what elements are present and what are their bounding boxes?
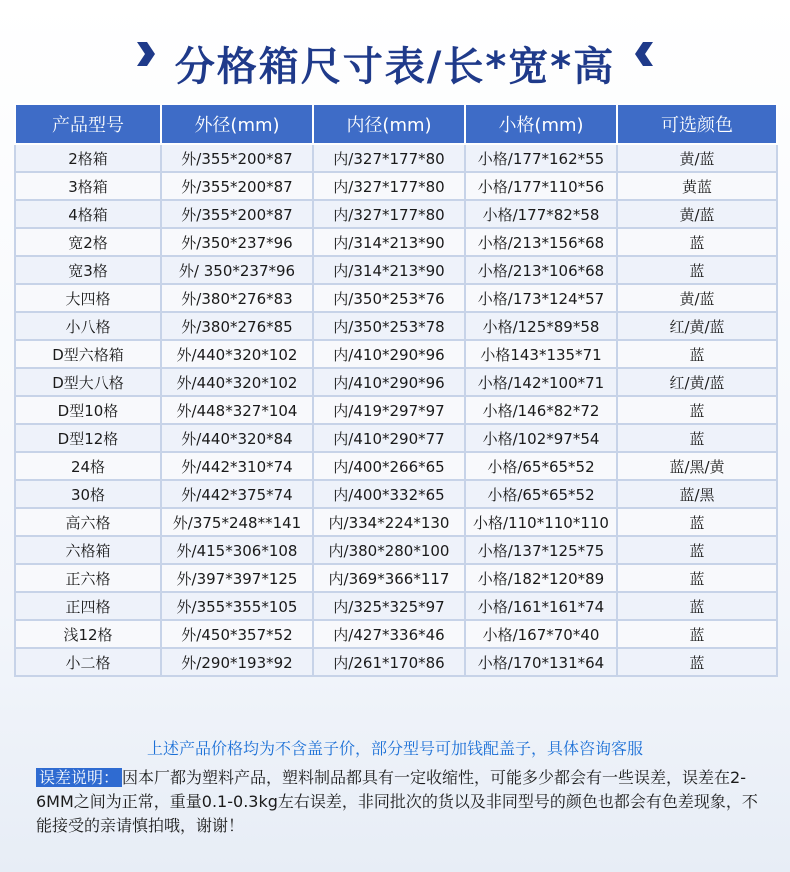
cell-model: D型10格 <box>15 396 161 424</box>
cell-model: D型大八格 <box>15 368 161 396</box>
cell-outer: 外/355*200*87 <box>161 172 313 200</box>
cell-color: 蓝 <box>617 424 777 452</box>
cell-model: 浅12格 <box>15 620 161 648</box>
cell-color: 黄/蓝 <box>617 144 777 172</box>
title-bar <box>0 28 790 98</box>
header-outer: 外径(mm) <box>161 104 313 144</box>
cell-color: 黄/蓝 <box>617 200 777 228</box>
cell-cell: 小格/177*162*55 <box>465 144 617 172</box>
cell-color: 蓝 <box>617 256 777 284</box>
error-label: 误差说明： <box>36 768 122 787</box>
table-row <box>15 228 777 256</box>
cell-cell: 小格/125*89*58 <box>465 312 617 340</box>
cell-color: 黄蓝 <box>617 172 777 200</box>
cell-inner: 内/327*177*80 <box>313 200 465 228</box>
table-row <box>15 340 777 368</box>
cell-color: 蓝 <box>617 592 777 620</box>
cell-cell: 小格/173*124*57 <box>465 284 617 312</box>
header-model: 产品型号 <box>15 104 161 144</box>
cell-outer: 外/ 350*237*96 <box>161 256 313 284</box>
table-row <box>15 424 777 452</box>
table-header-row <box>15 104 777 144</box>
cell-outer: 外/290*193*92 <box>161 648 313 676</box>
cell-color: 红/黄/蓝 <box>617 312 777 340</box>
cell-model: D型12格 <box>15 424 161 452</box>
cell-color: 蓝 <box>617 536 777 564</box>
header-color: 可选颜色 <box>617 104 777 144</box>
cell-cell: 小格/213*106*68 <box>465 256 617 284</box>
cell-model: 正四格 <box>15 592 161 620</box>
page-title: 分格箱尺寸表/长*宽*高 <box>174 43 616 90</box>
cell-inner: 内/350*253*78 <box>313 312 465 340</box>
cell-model: 高六格 <box>15 508 161 536</box>
lid-note: 上述产品价格均为不含盖子价，部分型号可加钱配盖子，具体咨询客服 <box>146 739 643 758</box>
cell-outer: 外/448*327*104 <box>161 396 313 424</box>
table-row <box>15 256 777 284</box>
cell-color: 蓝 <box>617 228 777 256</box>
cell-cell: 小格/170*131*64 <box>465 648 617 676</box>
cell-inner: 内/380*280*100 <box>313 536 465 564</box>
table-row <box>15 452 777 480</box>
cell-cell: 小格/177*82*58 <box>465 200 617 228</box>
cell-model: 正六格 <box>15 564 161 592</box>
header-cell: 小格(mm) <box>465 104 617 144</box>
cell-outer: 外/355*200*87 <box>161 144 313 172</box>
table-row <box>15 480 777 508</box>
cell-outer: 外/355*200*87 <box>161 200 313 228</box>
cell-model: 宽3格 <box>15 256 161 284</box>
cell-outer: 外/375*248**141 <box>161 508 313 536</box>
cell-inner: 内/334*224*130 <box>313 508 465 536</box>
cell-color: 蓝/黑/黄 <box>617 452 777 480</box>
cell-model: 24格 <box>15 452 161 480</box>
cell-color: 蓝/黑 <box>617 480 777 508</box>
cell-inner: 内/410*290*96 <box>313 368 465 396</box>
cell-outer: 外/350*237*96 <box>161 228 313 256</box>
cell-inner: 内/419*297*97 <box>313 396 465 424</box>
cell-outer: 外/397*397*125 <box>161 564 313 592</box>
cell-cell: 小格/102*97*54 <box>465 424 617 452</box>
cell-inner: 内/261*170*86 <box>313 648 465 676</box>
cell-inner: 内/400*332*65 <box>313 480 465 508</box>
cell-outer: 外/355*355*105 <box>161 592 313 620</box>
cell-model: 宽2格 <box>15 228 161 256</box>
cell-model: 3格箱 <box>15 172 161 200</box>
table-row <box>15 396 777 424</box>
cell-outer: 外/440*320*102 <box>161 368 313 396</box>
cell-cell: 小格143*135*71 <box>465 340 617 368</box>
size-table <box>14 103 778 677</box>
cell-inner: 内/314*213*90 <box>313 256 465 284</box>
cell-cell: 小格/110*110*110 <box>465 508 617 536</box>
header-inner: 内径(mm) <box>313 104 465 144</box>
cell-color: 蓝 <box>617 396 777 424</box>
cell-outer: 外/440*320*102 <box>161 340 313 368</box>
table-row <box>15 312 777 340</box>
cell-color: 蓝 <box>617 340 777 368</box>
cell-cell: 小格/167*70*40 <box>465 620 617 648</box>
cell-outer: 外/442*375*74 <box>161 480 313 508</box>
cell-model: 六格箱 <box>15 536 161 564</box>
cell-cell: 小格/146*82*72 <box>465 396 617 424</box>
cell-color: 红/黄/蓝 <box>617 368 777 396</box>
table-row <box>15 536 777 564</box>
cell-outer: 外/450*357*52 <box>161 620 313 648</box>
error-text: 因本厂都为塑料产品，塑料制品都具有一定收缩性，可能多少都会有一些误差，误差在2-6MM之间为正常，重量0.1-0.3kg左右误差，非同批次的货以及非同型号的颜色也都会有色差现象，不能接受的亲请慎拍哦，谢谢！ <box>36 768 758 835</box>
cell-outer: 外/440*320*84 <box>161 424 313 452</box>
cell-color: 蓝 <box>617 564 777 592</box>
cell-inner: 内/427*336*46 <box>313 620 465 648</box>
table-row <box>15 620 777 648</box>
table-row <box>15 200 777 228</box>
cell-color: 蓝 <box>617 648 777 676</box>
table-row <box>15 284 777 312</box>
cell-model: D型六格箱 <box>15 340 161 368</box>
cell-cell: 小格/161*161*74 <box>465 592 617 620</box>
error-note <box>36 766 766 838</box>
cell-inner: 内/410*290*77 <box>313 424 465 452</box>
table-row <box>15 172 777 200</box>
cell-model: 大四格 <box>15 284 161 312</box>
cell-inner: 内/400*266*65 <box>313 452 465 480</box>
table-row <box>15 368 777 396</box>
cell-cell: 小格/137*125*75 <box>465 536 617 564</box>
cell-color: 黄/蓝 <box>617 284 777 312</box>
cell-inner: 内/369*366*117 <box>313 564 465 592</box>
cell-inner: 内/327*177*80 <box>313 144 465 172</box>
cell-color: 蓝 <box>617 508 777 536</box>
cell-outer: 外/380*276*83 <box>161 284 313 312</box>
table-row <box>15 592 777 620</box>
cell-cell: 小格/213*156*68 <box>465 228 617 256</box>
chevron-right-icon <box>135 40 157 86</box>
cell-outer: 外/442*310*74 <box>161 452 313 480</box>
chevron-left-icon <box>633 40 655 86</box>
cell-model: 小八格 <box>15 312 161 340</box>
cell-inner: 内/327*177*80 <box>313 172 465 200</box>
cell-cell: 小格/142*100*71 <box>465 368 617 396</box>
cell-inner: 内/314*213*90 <box>313 228 465 256</box>
cell-inner: 内/325*325*97 <box>313 592 465 620</box>
cell-model: 30格 <box>15 480 161 508</box>
cell-model: 2格箱 <box>15 144 161 172</box>
cell-outer: 外/380*276*85 <box>161 312 313 340</box>
table-row <box>15 144 777 172</box>
cell-inner: 内/410*290*96 <box>313 340 465 368</box>
cell-cell: 小格/182*120*89 <box>465 564 617 592</box>
cell-color: 蓝 <box>617 620 777 648</box>
cell-inner: 内/350*253*76 <box>313 284 465 312</box>
table-row <box>15 564 777 592</box>
cell-cell: 小格/65*65*52 <box>465 480 617 508</box>
cell-model: 小二格 <box>15 648 161 676</box>
table-row <box>15 508 777 536</box>
cell-cell: 小格/177*110*56 <box>465 172 617 200</box>
cell-model: 4格箱 <box>15 200 161 228</box>
table-row <box>15 648 777 676</box>
cell-outer: 外/415*306*108 <box>161 536 313 564</box>
cell-cell: 小格/65*65*52 <box>465 452 617 480</box>
